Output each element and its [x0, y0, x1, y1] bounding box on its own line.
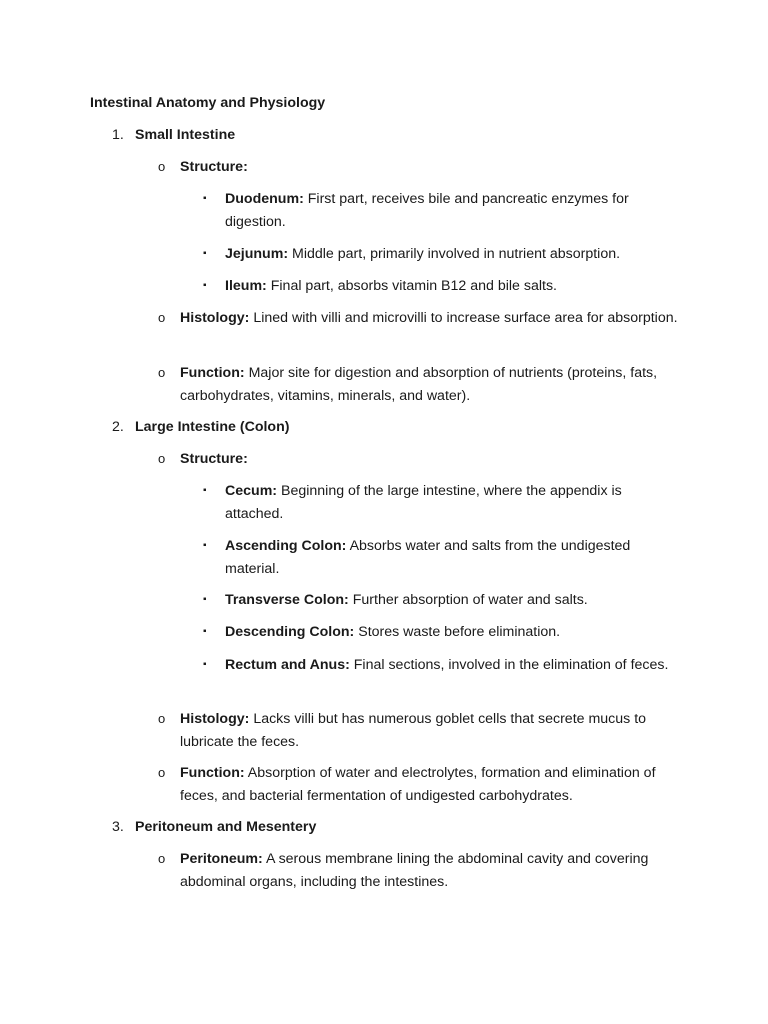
item-label: Peritoneum: [180, 851, 263, 867]
bullet-marker: o [158, 765, 166, 780]
item-text: Absorbs water and salts from the undigested material. [225, 538, 631, 577]
item-text: Middle part, primarily involved in nutrient absorption. [292, 246, 621, 262]
item-label: Ascending Colon: [225, 538, 347, 554]
document-title: Intestinal Anatomy and Physiology [90, 95, 326, 111]
list-item [180, 848, 680, 893]
list-item [225, 188, 675, 233]
list-item [180, 362, 680, 407]
bullet-marker: ▪ [203, 594, 207, 605]
item-label: Function: [180, 765, 245, 781]
bullet-marker: o [158, 365, 166, 380]
list-item [225, 535, 675, 580]
bullet-marker: ▪ [203, 248, 207, 259]
list-item [180, 156, 680, 179]
item-label: Rectum and Anus: [225, 657, 350, 673]
item-text: Lacks villi but has numerous goblet cells that secrete mucus to lubricate the feces. [180, 711, 647, 750]
section-number: 1. [112, 127, 124, 143]
section-heading: Small Intestine [135, 127, 236, 143]
bullet-marker: ▪ [203, 659, 207, 670]
section-heading: Peritoneum and Mesentery [135, 819, 317, 835]
item-label: Cecum: [225, 483, 278, 499]
item-text: Lined with villi and microvilli to increase surface area for absorption. [253, 310, 678, 326]
item-text: Final part, absorbs vitamin B12 and bile salts. [270, 278, 557, 294]
bullet-marker: ▪ [203, 193, 207, 204]
item-text: Further absorption of water and salts. [352, 592, 588, 608]
item-text: A serous membrane lining the abdominal cavity and covering abdominal organs, including the intestines. [180, 851, 649, 890]
item-label: Duodenum: [225, 191, 304, 207]
bullet-marker: ▪ [203, 280, 207, 291]
item-text: Absorption of water and electrolytes, formation and elimination of feces, and bacterial fermentation of undigested carbohydrates. [180, 765, 656, 804]
list-item [225, 243, 675, 266]
bullet-marker: ▪ [203, 626, 207, 637]
item-label: Ileum: [225, 278, 267, 294]
list-item [225, 654, 675, 677]
item-label: Structure: [180, 159, 248, 175]
list-item [180, 448, 680, 471]
item-label: Descending Colon: [225, 624, 355, 640]
bullet-marker: o [158, 851, 166, 866]
list-item [225, 275, 675, 298]
bullet-marker: o [158, 711, 166, 726]
item-text: Final sections, involved in the elimination of feces. [353, 657, 669, 673]
item-label: Transverse Colon: [225, 592, 349, 608]
section-number: 2. [112, 419, 124, 435]
bullet-marker: ▪ [203, 540, 207, 551]
item-label: Function: [180, 365, 245, 381]
bullet-marker: o [158, 310, 166, 325]
item-label: Structure: [180, 451, 248, 467]
item-text: Stores waste before elimination. [358, 624, 561, 640]
list-item [225, 621, 675, 644]
item-label: Jejunum: [225, 246, 289, 262]
list-item [180, 708, 680, 753]
list-item [180, 762, 680, 807]
item-label: Histology: [180, 310, 250, 326]
list-item [225, 480, 675, 525]
item-text: Beginning of the large intestine, where the appendix is attached. [225, 483, 622, 522]
item-text: Major site for digestion and absorption of nutrients (proteins, fats, carbohydrates, vitamins, minerals, and water). [180, 365, 658, 404]
section-number: 3. [112, 819, 124, 835]
list-item [180, 307, 680, 330]
bullet-marker: ▪ [203, 485, 207, 496]
section-heading: Large Intestine (Colon) [135, 419, 290, 435]
item-text: First part, receives bile and pancreatic enzymes for digestion. [225, 191, 629, 230]
list-item [225, 589, 675, 612]
bullet-marker: o [158, 159, 166, 174]
item-label: Histology: [180, 711, 250, 727]
bullet-marker: o [158, 451, 166, 466]
